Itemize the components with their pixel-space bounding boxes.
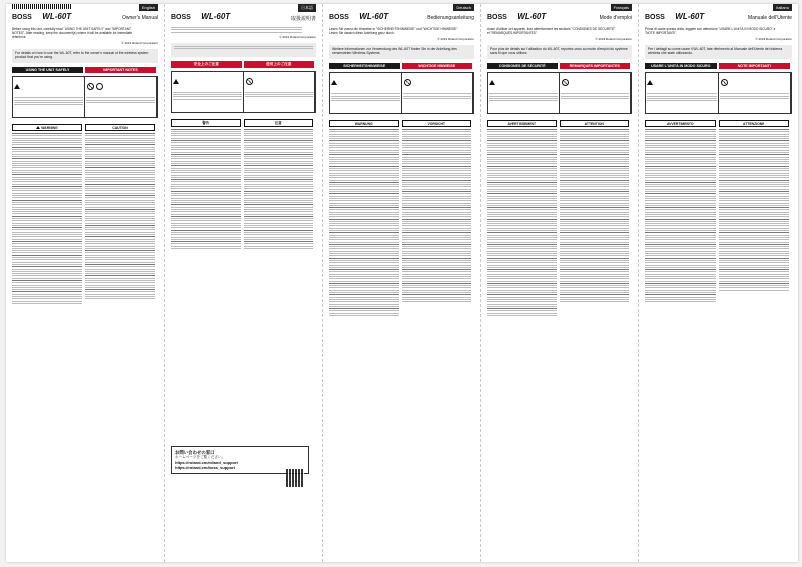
warning-label: 警告 (171, 119, 241, 127)
prohibition-icon (721, 79, 728, 86)
warning-triangle-icon (36, 126, 40, 129)
model-name: WL-60T (201, 12, 231, 21)
manual-sheet (6, 4, 798, 562)
caution-label: VORSICHT (402, 120, 472, 127)
model-name: WL-60T (517, 12, 547, 21)
warning-triangle-icon (14, 84, 20, 89)
panel-german (323, 4, 481, 562)
warning-label: WARNUNG (329, 120, 399, 127)
info-bar (171, 43, 316, 57)
manual-title: 取扱説明書 (290, 16, 316, 22)
copyright: © 2019 Roland Corporation (755, 37, 792, 41)
symbol-legend (645, 72, 792, 114)
caution-label: CAUTION (85, 124, 155, 131)
model-name: WL-60T (675, 12, 705, 21)
copyright: © 2019 Roland Corporation (279, 34, 316, 39)
language-tab: English (139, 4, 158, 11)
language-tab: 日本語 (298, 4, 316, 12)
prohibition-icon (404, 79, 411, 86)
info-bar: Per i dettagli su come usare il WL-60T, fate riferimento al Manuale dell'Utente del sistema wireless che state utilizzando. (645, 45, 792, 59)
info-bar: For details on how to use the WL-60T, refer to the owner's manual of the wireless system product that you're using. (12, 49, 158, 63)
prohibition-icon (562, 79, 569, 86)
section-heading: USARE L'UNITÀ IN MODO SICURO (645, 63, 717, 69)
manual-title: Mode d'emploi (599, 15, 632, 21)
support-label: ホームページをご覧ください。 (175, 455, 226, 459)
mandatory-icon (96, 83, 103, 90)
manual-title: Manuale dell'Utente (747, 15, 792, 21)
panel-french (481, 4, 639, 562)
section-heading: NOTE IMPORTANTI (719, 63, 791, 69)
section-heading: IMPORTANT NOTES (85, 67, 156, 73)
section-heading: SICHERHEITSHINWEISE (329, 63, 400, 69)
brand-logo: BOSS (329, 14, 349, 21)
symbol-legend (171, 71, 316, 113)
support-box (171, 446, 309, 474)
info-bar: Weitere Informationen zur Verwendung des WL-60T finden Sie in der Anleitung des verwendeten Wireless-Systems. (329, 45, 474, 59)
intro-text: Before using this unit, carefully read "USING THE UNIT SAFELY" and "IMPORTANT NOTES". After reading, keep the document(s) where it will be available for immediate reference. (12, 27, 133, 39)
copyright: © 2019 Roland Corporation (121, 41, 158, 45)
symbol-legend (12, 76, 158, 118)
model-name: WL-60T (359, 12, 389, 21)
language-tab: Français (611, 4, 632, 11)
brand-logo: BOSS (171, 14, 191, 21)
intro-text: Avant d'utiliser cet appareil, lisez attentivement les sections "CONSIGNES DE SÉCURITÉ" et "REMARQUES IMPORTANTES". (487, 27, 616, 35)
warning-label: AVVERTIMENTO (645, 120, 716, 127)
section-heading: CONSIGNES DE SÉCURITÉ (487, 63, 558, 69)
brand-logo: BOSS (645, 14, 665, 21)
manual-title: Bedienungsanleitung (427, 15, 474, 21)
model-name: WL-60T (42, 12, 72, 21)
warning-triangle-icon (489, 80, 495, 85)
section-heading: 使用上のご注意 (244, 61, 315, 68)
barcode-strip (12, 4, 72, 9)
symbol-legend (487, 72, 632, 114)
warning-triangle-icon (331, 80, 337, 85)
section-heading: REMARQUES IMPORTANTES (560, 63, 631, 69)
warning-triangle-icon (173, 79, 179, 84)
section-heading: 安全上のご注意 (171, 61, 242, 68)
intro-text: Prima di usare questa unità, leggete con attenzione "USARE L'UNITÀ IN MODO SICURO" e "NOTE IMPORTANTI". (645, 27, 776, 35)
panel-italian (639, 4, 798, 562)
intro-text (171, 27, 302, 33)
prohibition-icon (246, 78, 253, 85)
intro-text: Lesen Sie zuerst die Hinweise in "SICHERHEITSHINWEISE" und "WICHTIGE HINWEISE". Lesen Sie danach diese Anleitung ganz durch. (329, 27, 459, 35)
section-heading: USING THE UNIT SAFELY (12, 67, 83, 73)
support-link-roland[interactable]: https://roland.cm/roland_support (175, 460, 238, 465)
support-link-boss[interactable]: https://roland.cm/boss_support (175, 465, 236, 470)
caution-label: ATTENTION (560, 120, 630, 127)
caution-label: 注意 (244, 119, 314, 127)
manual-title: Owner's Manual (122, 15, 158, 21)
qr-code (286, 469, 304, 487)
symbol-legend (329, 72, 474, 114)
panel-english (6, 4, 165, 562)
section-heading: WICHTIGE HINWEISE (402, 63, 473, 69)
caution-label: ATTENZIONE (719, 120, 790, 127)
info-bar: Pour plus de détails sur l'utilisation du WL-60T, reportez-vous au mode d'emploi du système sans fil que vous utilisez. (487, 45, 632, 59)
language-tab: Deutsch (453, 4, 474, 11)
warning-label: AVERTISSEMENT (487, 120, 557, 127)
support-heading: お問い合わせの窓口 (175, 450, 215, 455)
warning-label: WARNING (12, 124, 82, 131)
warning-triangle-icon (647, 80, 653, 85)
brand-logo: BOSS (12, 14, 32, 21)
panel-japanese (165, 4, 323, 562)
brand-logo: BOSS (487, 14, 507, 21)
prohibition-icon (87, 83, 94, 90)
copyright: © 2019 Roland Corporation (595, 37, 632, 41)
copyright: © 2019 Roland Corporation (437, 37, 474, 41)
language-tab: Italiano (773, 4, 792, 11)
